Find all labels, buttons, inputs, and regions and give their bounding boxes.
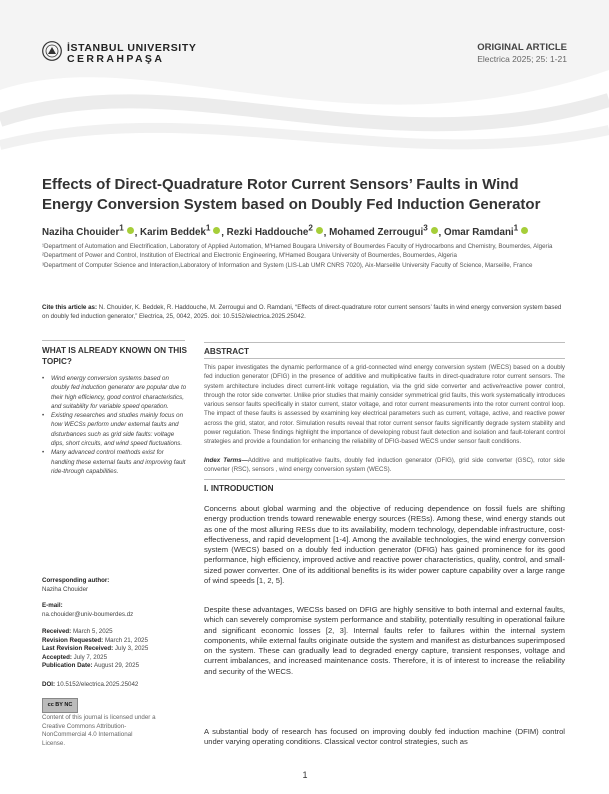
dates-block — [42, 628, 187, 671]
orcid-icon[interactable] — [431, 227, 438, 234]
author[interactable]: Naziha Chouider$^1$ — [42, 224, 124, 239]
list-item: • Many advanced control methods exist for handling these external faults and improving fault ride-through capabilities. — [42, 448, 187, 476]
section-heading: I. INTRODUCTION — [204, 484, 274, 493]
index-label: Index Terms— — [204, 457, 248, 464]
author[interactable]: Rezki Haddouche$^2$ — [226, 224, 313, 239]
affiliation: ³Department of Computer Science and Interaction,Laboratory of Information and System (LIS-Lab UMR CNRS 7020), Aix-Marseille University Faculty of Science, Marseille, France — [42, 261, 533, 269]
paragraph: Despite these advantages, WECSs based on DFIG are highly sensitive to both internal and external faults, which can severely compromise system performance and stability, potentially resulting in operational failure and significant economic losses [2, 3]. Internal faults refer to failures within the internal system components, while external faults originate outside the system and manifest as disturbances superimposed on the system. These can gradually lead to degraded energy capture, transient responses, voltage and current imbalances, and increased maintenance costs. Therefore, it is of interest to increase the reliability and security of the WECS. — [204, 605, 565, 676]
creative-commons-badge[interactable]: cc BY NC — [42, 698, 78, 713]
author[interactable]: Mohamed Zerrougui$^3$ — [329, 224, 428, 239]
cite-label: Cite this article as: — [42, 304, 98, 311]
known-heading: WHAT IS ALREADY KNOWN ON THIS TOPIC? — [42, 346, 187, 366]
article-title: Effects of Direct-Quadrature Rotor Current Sensors’ Faults in Wind Energy Conversion System based on Doubly Fed Induction Generator — [42, 176, 541, 213]
index-terms — [204, 456, 565, 475]
license-text: Content of this journal is licensed under a Creative Commons Attribution-NonCommercial 4.0 International License. — [42, 714, 156, 747]
header-background-swoosh — [0, 0, 609, 180]
list-item: • Wind energy conversion systems based on doubly fed induction generator are popular due to their high efficiency, good control characteristics, and suitability for variable speed operation. — [42, 374, 187, 411]
paragraph: Concerns about global warming and the objective of reducing dependence on fossil fuels are shifting energy production trends toward renewable energy sources (RESs). Among these, wind energy stands out as one of the most alluring RESs due to its availability, modern technology, dependable infrastructure, cost-effectiveness, and rapid development [1-4]. Among the available technologies, the wind energy conversion system (WECS) based on a doubly fed induction generator (DFIG) has gained prominence for its good performance, high efficiency, improved active and reactive power characteristics, quality, control, and small-sized power converter. One of its additional benefits is its wider power capture capability over a large range of wind speeds [1, 2, 5]. — [204, 504, 565, 586]
university-name: İSTANBUL UNIVERSITY — [67, 42, 197, 54]
corresponding-name: Naziha Chouider — [42, 585, 89, 593]
author[interactable]: Karim Beddek$^1$ — [140, 224, 211, 239]
index-text: Additive and multiplicative faults, doubly fed induction generator (DFIG), grid side converter (GSC), rotor side converter (RSC), sensors , wind energy conversion system (WECS). — [204, 457, 565, 474]
journal-reference: Electrica 2025; 25: 1-21 — [477, 54, 567, 64]
email-link[interactable]: na.chouider@univ-boumerdes.dz — [42, 610, 134, 618]
date-row: Received: March 5, 2025 — [42, 628, 113, 635]
abstract-text: This paper investigates the dynamic performance of a grid-connected wind energy conversion system (WECS) based on a doubly fed induction generator (DFIG) in the presence of additive and multiplicative faults in direct-quadrature rotor current sensors. The system architecture includes direct current-link voltage regulation, via the grid side converter and active/reactive power control, through the rotor side converter. Unlike prior studies that mainly consider symmetrical grid faults, this work systematically introduces various sensor faults specifically in stator current, stator voltage, and rotor current measurements into the rotor current control loop. The impact of these faults is assessed by examining key electrical parameters such as current, voltage, active, and reactive power across the grid, stator, and rotor. Simulation results reveal that rotor current sensor faults significantly degrade system stability and power regulation. These findings highlight the importance of developing robust fault detection and isolation and fault-tolerant control strategies and provide a foundation for enhancing the reliability of DFIG-based WECS under sensor fault conditions. — [204, 364, 565, 446]
abstract-bottom-rule — [204, 479, 565, 480]
abstract-top-rule — [204, 342, 565, 343]
orcid-icon[interactable] — [127, 227, 134, 234]
date-row: Publication Date: August 29, 2025 — [42, 662, 140, 670]
university-subname: CERRAHPAŞA — [67, 53, 165, 65]
doi-label: DOI: — [42, 681, 56, 688]
corresponding-author — [42, 577, 187, 594]
date-row: Revision Requested: March 21, 2025 — [42, 636, 148, 644]
date-row: Last Revision Received: July 3, 2025 — [42, 645, 149, 653]
affiliation: ²Department of Power and Control, Institution of Electrical and Electronic Engineering, M'Hamed Bougara University of Boumerdes, Boumerdes, Algeria — [42, 252, 457, 260]
abstract-heading: ABSTRACT — [204, 347, 250, 356]
abstract-rule — [204, 358, 565, 359]
author[interactable]: Omar Ramdani$^1$ — [443, 224, 519, 239]
page-number: 1 — [302, 770, 308, 780]
sidebar-divider — [42, 340, 185, 341]
doi-link[interactable]: 10.5152/electrica.2025.25042 — [56, 681, 139, 688]
orcid-icon[interactable] — [316, 227, 323, 234]
corresponding-label: Corresponding author: — [42, 577, 110, 584]
affiliation: ¹Department of Automation and Electrification, Laboratory of Applied Automation, M'Hamed Bougara University of Boumerdes Faculty of Hydrocarbons and Chemistry, Boumerdes, Algeria — [42, 243, 553, 250]
citation — [42, 303, 562, 322]
orcid-icon[interactable] — [213, 227, 220, 234]
known-list — [42, 374, 187, 476]
author-list: Naziha Chouider$^1$ , Karim Beddek$^1$ , Rezki Haddouche$^2$ , Mohamed Zerrougui$^3$ , Omar Ramdani$^1$ — [42, 224, 562, 238]
date-row: Accepted: July 7, 2025 — [42, 653, 108, 661]
paragraph: A substantial body of research has focused on improving doubly fed induction machine (DFIM) control under varying operating conditions. Classical vector control strategies, such as — [204, 727, 565, 747]
doi-block — [42, 681, 187, 690]
orcid-icon[interactable] — [521, 227, 528, 234]
university-seal-icon — [42, 41, 62, 61]
affiliations — [42, 242, 562, 270]
email-block — [42, 602, 187, 619]
list-item: • Existing researches and studies mainly focus on how WECSs perform under external faults and disturbances such as grid side faults: voltage dips, short circuits, and wind speed fluctuations. — [42, 411, 187, 448]
article-type: ORIGINAL ARTICLE — [477, 42, 567, 53]
email-label: E-mail: — [42, 602, 63, 609]
cite-text: N. Chouider, K. Beddek, R. Haddouche, M. Zerrougui and O. Ramdani, “Effects of direct-quadrature rotor current sensors’ faults in wind energy conversion system based on doubly fed induction generator,” Electrica, 25, 0042, 2025. doi: 10.5152/electrica.2025.25042. — [42, 304, 562, 321]
